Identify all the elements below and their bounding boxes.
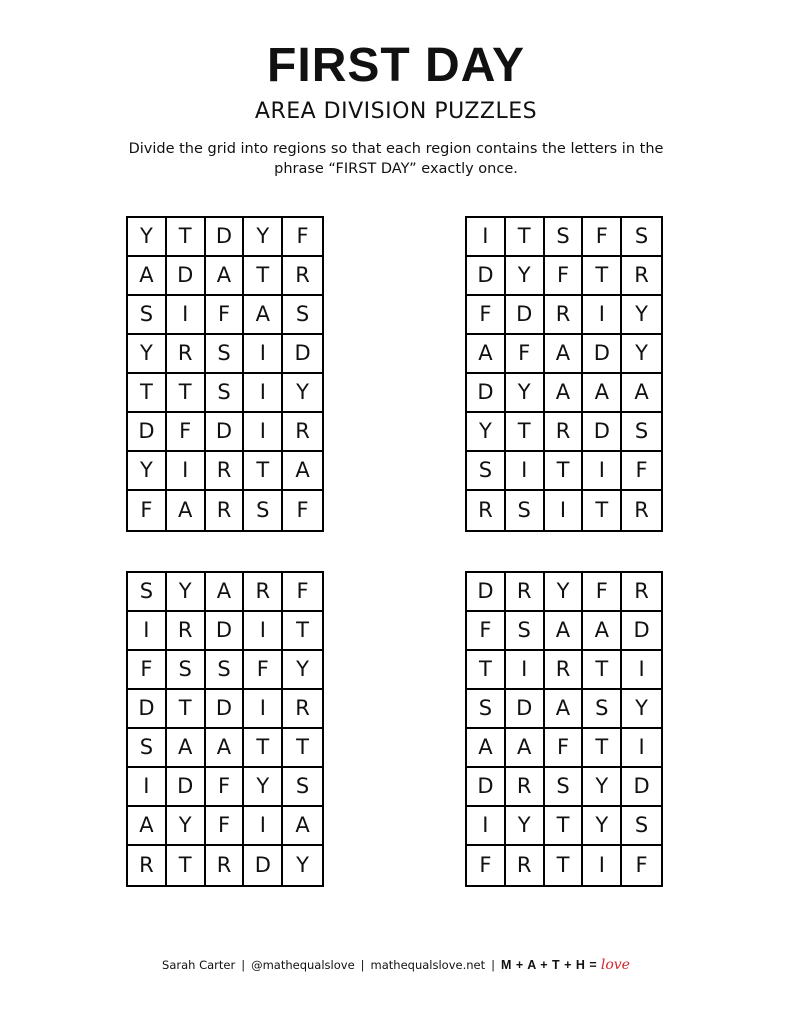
grid-cell: R bbox=[506, 768, 545, 807]
grid-cell: A bbox=[167, 491, 206, 530]
grid-cell: I bbox=[128, 768, 167, 807]
grid-cell: A bbox=[467, 729, 506, 768]
grid-cell: S bbox=[206, 374, 245, 413]
grid-cell: Y bbox=[128, 218, 167, 257]
grid-cell: A bbox=[545, 335, 584, 374]
grid-cell: F bbox=[128, 651, 167, 690]
grid-cell: R bbox=[244, 573, 283, 612]
grid-cell: D bbox=[583, 413, 622, 452]
instructions-text: Divide the grid into regions so that each region contains the letters in the phrase “FIRST DAY” exactly once. bbox=[128, 141, 664, 177]
grid-cell: R bbox=[545, 651, 584, 690]
grid-cell: Y bbox=[128, 452, 167, 491]
grid-cell: T bbox=[283, 612, 322, 651]
grid-cell: A bbox=[583, 374, 622, 413]
grid-cell: S bbox=[545, 218, 584, 257]
grid-cell: F bbox=[467, 612, 506, 651]
grid-cell: D bbox=[167, 768, 206, 807]
grid-cell: T bbox=[467, 651, 506, 690]
grid-cell: T bbox=[167, 374, 206, 413]
grid-cell: D bbox=[467, 257, 506, 296]
grid-cell: F bbox=[128, 491, 167, 530]
grid-cell: A bbox=[545, 612, 584, 651]
grid-cell: I bbox=[467, 218, 506, 257]
grid-cell: D bbox=[283, 335, 322, 374]
footer-author: Sarah Carter bbox=[162, 958, 236, 972]
grid-cell: R bbox=[506, 846, 545, 885]
grid-cell: T bbox=[545, 452, 584, 491]
footer-brand: M + A + T + H = bbox=[501, 958, 598, 972]
grid-cell: F bbox=[635, 853, 648, 877]
grid-cell: S bbox=[206, 651, 245, 690]
grid-cell: D bbox=[128, 690, 167, 729]
grid-cell: F bbox=[206, 296, 245, 335]
grid-cell: T bbox=[128, 374, 167, 413]
grid-cell: A bbox=[622, 374, 661, 413]
grid-cell: I bbox=[167, 452, 206, 491]
footer-handle: @mathequalslove bbox=[251, 958, 355, 972]
grid-cell: Y bbox=[622, 690, 661, 729]
grid-cell: F bbox=[622, 452, 661, 491]
grid-cell: R bbox=[206, 846, 245, 885]
grid-cell: F bbox=[583, 218, 622, 257]
grid-cell: I bbox=[244, 612, 283, 651]
grid-cell: F bbox=[545, 729, 584, 768]
grid-cell: A bbox=[206, 729, 245, 768]
grid-cell: D bbox=[467, 374, 506, 413]
puzzle-grid-4 bbox=[465, 571, 663, 887]
grid-cell: Y bbox=[583, 807, 622, 846]
grid-cell: Y bbox=[167, 807, 206, 846]
grid-cell: I bbox=[583, 296, 622, 335]
grid-cell: Y bbox=[167, 573, 206, 612]
grid-cell: I bbox=[167, 296, 206, 335]
footer-separator: | bbox=[491, 958, 495, 972]
grid-cell: R bbox=[622, 573, 661, 612]
puzzle-grid-2 bbox=[465, 216, 663, 532]
grid-cell: D bbox=[206, 413, 245, 452]
grid-cell: A bbox=[206, 573, 245, 612]
grid-cell: F bbox=[206, 807, 245, 846]
grid-cell: A bbox=[206, 257, 245, 296]
grid-cell: Y bbox=[283, 374, 322, 413]
grid-cell: S bbox=[283, 296, 322, 335]
grid-cell: A bbox=[545, 374, 584, 413]
grid-cell: A bbox=[467, 335, 506, 374]
grid-cell: T bbox=[283, 729, 322, 768]
grid-cell: A bbox=[167, 729, 206, 768]
grid-cell: D bbox=[206, 218, 245, 257]
grid-cell: A bbox=[583, 612, 622, 651]
grid-cell: T bbox=[167, 218, 206, 257]
grid-cell: Y bbox=[583, 768, 622, 807]
grid-cell: I bbox=[583, 846, 622, 885]
grid-cell: A bbox=[128, 807, 167, 846]
grid-cell: A bbox=[506, 729, 545, 768]
grid-cell: S bbox=[283, 768, 322, 807]
footer-brand-love: love bbox=[600, 957, 630, 973]
grid-cell: I bbox=[244, 807, 283, 846]
grid-cell: R bbox=[283, 690, 322, 729]
grid-cell: R bbox=[283, 413, 322, 452]
grid-cell: R bbox=[622, 257, 661, 296]
grid-cell: Y bbox=[545, 573, 584, 612]
grid-cell: T bbox=[583, 257, 622, 296]
grid-cell: S bbox=[622, 218, 661, 257]
grid-cell: F bbox=[167, 413, 206, 452]
grid-cell: A bbox=[545, 690, 584, 729]
grid-cell: S bbox=[128, 729, 167, 768]
grid-cell: D bbox=[167, 257, 206, 296]
grid-cell: F bbox=[206, 768, 245, 807]
grid-cell: D bbox=[244, 846, 283, 885]
grid-cell: F bbox=[467, 846, 506, 885]
grid-cell: R bbox=[167, 335, 206, 374]
grid-cell: Y bbox=[128, 335, 167, 374]
grid-cell: Y bbox=[506, 807, 545, 846]
grid-cell: Y bbox=[622, 335, 661, 374]
grid-cell: F bbox=[283, 573, 322, 612]
grid-cell: S bbox=[128, 296, 167, 335]
grid-cell: F bbox=[583, 573, 622, 612]
grid-cell: D bbox=[622, 612, 661, 651]
grid-cell: R bbox=[467, 491, 506, 530]
grid-cell: S bbox=[128, 573, 167, 612]
grid-cell: I bbox=[583, 452, 622, 491]
grid-cell: S bbox=[622, 807, 661, 846]
grid-cell: R bbox=[545, 296, 584, 335]
grid-cell: D bbox=[506, 296, 545, 335]
grid-cell: F bbox=[506, 335, 545, 374]
grid-cell: D bbox=[467, 573, 506, 612]
grid-cell: I bbox=[244, 413, 283, 452]
grid-cell: Y bbox=[244, 218, 283, 257]
grid-cell: F bbox=[283, 218, 322, 257]
page-subtitle: AREA DIVISION PUZZLES bbox=[254, 99, 538, 124]
grid-cell: R bbox=[206, 491, 245, 530]
grid-cell: S bbox=[244, 491, 283, 530]
grid-cell: I bbox=[506, 452, 545, 491]
grid-cell: S bbox=[622, 413, 661, 452]
grid-cell: I bbox=[622, 729, 661, 768]
grid-cell: Y bbox=[296, 853, 309, 877]
grid-cell: F bbox=[467, 296, 506, 335]
grid-cell: T bbox=[506, 218, 545, 257]
grid-cell: A bbox=[244, 296, 283, 335]
grid-cell: Y bbox=[467, 413, 506, 452]
grid-cell: T bbox=[244, 729, 283, 768]
grid-cell: D bbox=[206, 612, 245, 651]
footer-website: mathequalslove.net bbox=[370, 958, 486, 972]
grid-cell: S bbox=[583, 690, 622, 729]
grid-cell: D bbox=[206, 690, 245, 729]
grid-cell: R bbox=[283, 257, 322, 296]
grid-cell: A bbox=[283, 452, 322, 491]
footer bbox=[0, 956, 792, 974]
grid-cell: T bbox=[506, 413, 545, 452]
grid-cell: T bbox=[545, 846, 584, 885]
grid-cell: T bbox=[244, 257, 283, 296]
grid-cell: A bbox=[128, 257, 167, 296]
footer-separator: | bbox=[360, 958, 365, 972]
grid-cell: D bbox=[467, 768, 506, 807]
grid-cell: F bbox=[244, 651, 283, 690]
grid-cell: Y bbox=[244, 768, 283, 807]
grid-cell: D bbox=[583, 335, 622, 374]
grid-cell: Y bbox=[622, 296, 661, 335]
grid-cell: T bbox=[545, 807, 584, 846]
grid-cell: S bbox=[467, 452, 506, 491]
grid-cell: I bbox=[244, 335, 283, 374]
footer-separator: | bbox=[241, 958, 246, 972]
grid-cell: I bbox=[244, 374, 283, 413]
grid-cell: S bbox=[545, 768, 584, 807]
grid-cell: D bbox=[622, 768, 661, 807]
grid-cell: T bbox=[167, 690, 206, 729]
grid-cell: A bbox=[283, 807, 322, 846]
grid-cell: T bbox=[583, 729, 622, 768]
grid-cell: R bbox=[545, 413, 584, 452]
grid-cell: R bbox=[128, 846, 167, 885]
grid-cell: Y bbox=[506, 257, 545, 296]
grid-cell: I bbox=[622, 651, 661, 690]
grid-cell: R bbox=[506, 573, 545, 612]
grid-cell: T bbox=[167, 846, 206, 885]
grid-cell: S bbox=[206, 335, 245, 374]
grid-cell: D bbox=[506, 690, 545, 729]
grid-cell: T bbox=[244, 452, 283, 491]
grid-cell: D bbox=[128, 413, 167, 452]
puzzle-grid-1 bbox=[126, 216, 324, 532]
grid-cell: I bbox=[467, 807, 506, 846]
grid-cell: S bbox=[506, 612, 545, 651]
grid-cell: R bbox=[634, 498, 649, 522]
grid-cell: I bbox=[506, 651, 545, 690]
grid-cell: I bbox=[244, 690, 283, 729]
grid-cell: Y bbox=[506, 374, 545, 413]
grid-cell: S bbox=[506, 491, 545, 530]
grid-cell: I bbox=[128, 612, 167, 651]
page-title: FIRST DAY bbox=[267, 39, 525, 92]
grid-cell: Y bbox=[283, 651, 322, 690]
grid-cell: F bbox=[296, 498, 309, 522]
grid-cell: S bbox=[467, 690, 506, 729]
grid-cell: I bbox=[545, 491, 584, 530]
grid-cell: R bbox=[206, 452, 245, 491]
grid-cell: T bbox=[583, 491, 622, 530]
grid-cell: S bbox=[167, 651, 206, 690]
grid-cell: T bbox=[583, 651, 622, 690]
puzzle-grid-3 bbox=[126, 571, 324, 887]
grid-cell: R bbox=[167, 612, 206, 651]
grid-cell: F bbox=[545, 257, 584, 296]
